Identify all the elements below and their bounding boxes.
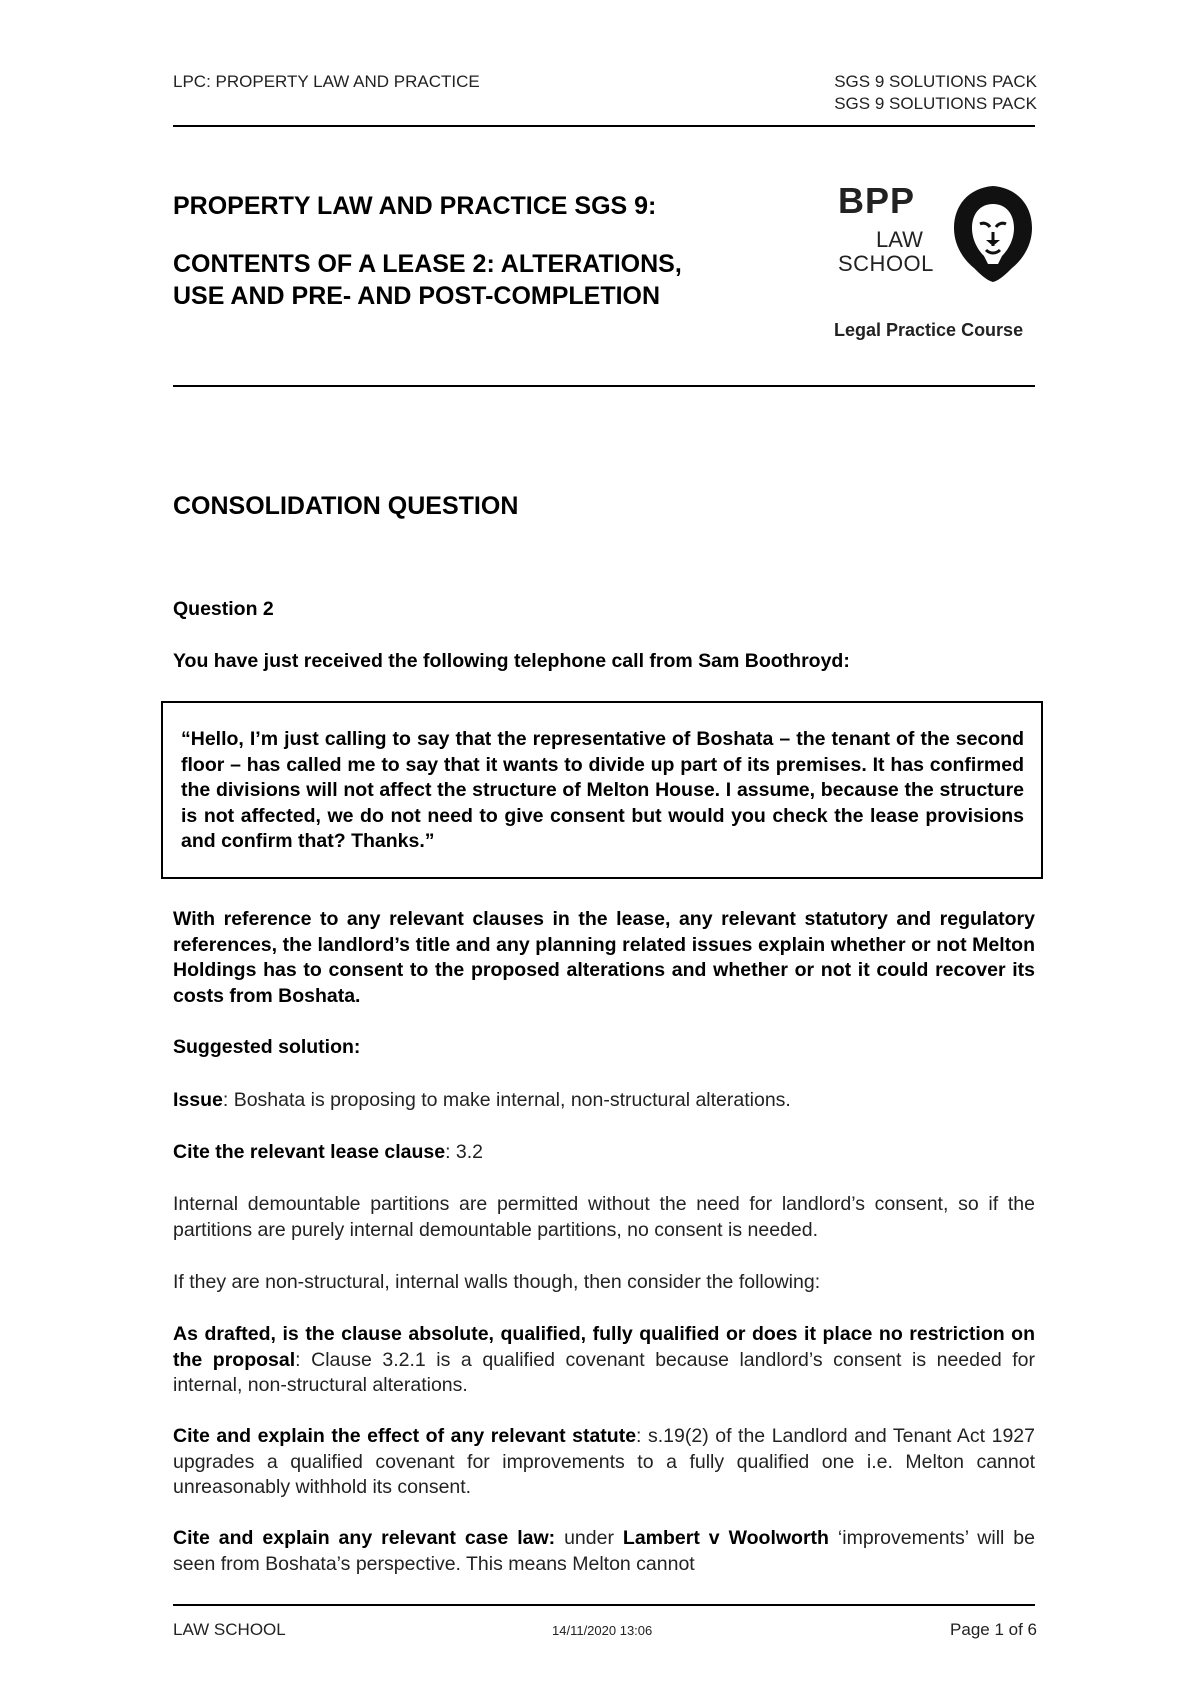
case-law-paragraph [173,1526,1035,1577]
cite-clause-paragraph [173,1140,1035,1166]
title-rule [173,385,1035,387]
cite-clause-text: : 3.2 [445,1141,484,1163]
partitions-paragraph: Internal demountable partitions are permitted without the need for landlord’s consent, so if the partitions are purely internal demountable partitions, no consent is needed. [173,1193,1035,1241]
as-drafted-label: As drafted, is the clause absolute, qualified, fully qualified or does it place no restriction on the proposal [173,1323,1035,1371]
logo-law-text: LAW [876,227,923,252]
statute-label: Cite and explain the effect of any relevant statute [173,1425,637,1447]
issue-paragraph [173,1088,1035,1114]
title-line1: PROPERTY LAW AND PRACTICE SGS 9: [173,192,657,220]
footer-date: 14/11/2020 13:06 [552,1623,653,1638]
logo-subtitle: Legal Practice Course [834,320,1024,340]
intro-text: You have just received the following telephone call from Sam Boothroyd: [173,650,850,672]
as-drafted-text: : Clause 3.2.1 is a qualified covenant because landlord’s consent is needed for internal, non-structural alterations. [173,1348,1035,1396]
as-drafted-paragraph [173,1322,1035,1399]
quote-text: “Hello, I’m just calling to say that the representative of Boshata – the tenant of the second floor – has called me to say that it wants to divide up part of its premises. It has confirmed the divisions will not affect the structure of Melton House. I assume, because the structure is not affected, we do not need to give consent but would you check the lease provisions and confirm that? Thanks.” [181,728,1024,852]
case-law-text2: ‘improvements’ will be seen from Boshata’s perspective. This means Melton cannot [173,1527,1035,1575]
statute-paragraph [173,1424,1035,1501]
header-right-line2: SGS 9 SOLUTIONS PACK [834,94,1037,113]
statute-text: : s.19(2) of the Landlord and Tenant Act 1927 upgrades a qualified covenant for improvements to a fully qualified one i.e. Melton cannot unreasonably withhold its consent. [173,1425,1035,1498]
solution-heading: Suggested solution: [173,1036,361,1058]
task-text: With reference to any relevant clauses in the lease, any relevant statutory and regulatory references, the landlord’s title and any planning related issues explain whether or not Melton Holdings has to consent to the proposed alterations and whether or not it could recover its costs from Boshata. [173,908,1035,1007]
section-heading: CONSOLIDATION QUESTION [173,492,519,520]
case-law-text1: under [555,1527,623,1549]
issue-text: : Boshata is proposing to make internal, non-structural alterations. [222,1089,791,1111]
issue-label: Issue [173,1089,223,1111]
logo-school-text: SCHOOL [838,251,934,276]
footer-left: LAW SCHOOL [173,1620,286,1639]
quote-box [161,701,1043,879]
header-right-line1: SGS 9 SOLUTIONS PACK [834,72,1037,91]
cite-clause-label: Cite the relevant lease clause [173,1141,446,1163]
case-law-label: Cite and explain any relevant case law: [173,1527,556,1549]
footer-rule [173,1604,1035,1606]
lion-head-icon [950,184,1036,284]
header-rule [173,125,1035,127]
logo-bpp-text: BPP [838,180,916,221]
title-line3: USE AND PRE- AND POST-COMPLETION [173,282,661,310]
title-line2: CONTENTS OF A LEASE 2: ALTERATIONS, [173,250,682,278]
question-label: Question 2 [173,598,274,620]
bpp-logo [838,180,934,276]
page-number: Page 1 of 6 [950,1620,1037,1639]
nonstructural-paragraph: If they are non-structural, internal walls though, then consider the following: [173,1271,821,1293]
case-name: Lambert v Woolworth [622,1527,829,1549]
header-left: LPC: PROPERTY LAW AND PRACTICE [173,72,480,91]
